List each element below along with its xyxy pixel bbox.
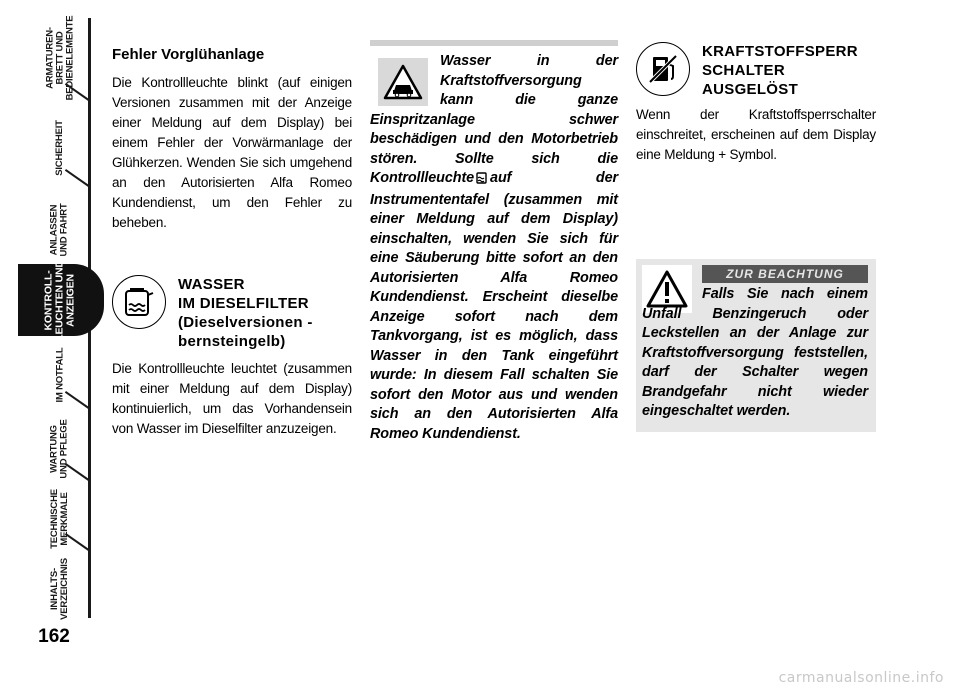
car-warning-icon xyxy=(378,58,428,106)
page-number: 162 xyxy=(38,626,70,647)
tab-im-notfall[interactable] xyxy=(22,340,98,410)
tab-technische-merkmale[interactable] xyxy=(22,484,98,554)
caution-box xyxy=(636,259,876,432)
tab-label: ARMATUREN- BRETT UND BEDIENELEMENTE xyxy=(44,15,76,101)
tab-anlassen[interactable] xyxy=(22,194,98,266)
heading-fehler-vorgluehanlage: Fehler Vorglühanlage xyxy=(112,46,265,63)
tab-sicherheit[interactable] xyxy=(22,108,98,188)
warning-text-part1: Wasser in der Kraftstoffversorgung kann die ganze Einspritzanlage schwer beschädigen und den Motorbetrieb stören. Sollte sich die Kontrollleuchte xyxy=(370,53,618,186)
tab-label: IM NOTFALL xyxy=(54,347,65,403)
tab-label: TECHNISCHE MERKMALE xyxy=(48,489,70,549)
title-line: WASSER xyxy=(178,276,245,293)
title-line: AUSGELÖST xyxy=(702,81,799,98)
tab-label: KONTROLL- LEUCHTEN UND ANZEIGEN xyxy=(42,259,77,341)
section-title-wasser xyxy=(178,275,313,351)
paragraph-vorgluehanlage: Die Kontrollleuchte blinkt (auf einigen Versionen zusammen mit der Anzeige einer Meldung auf dem Display) bei einem Fehler der Vorwärmanlage der Glühkerzen. Wenden Sie sich umgehend an den Autorisierten Alfa Romeo Kundendienst, um den Fehler zu beheben. xyxy=(112,75,352,230)
tab-label: ANLASSEN UND FAHRT xyxy=(49,203,70,257)
tab-wartung[interactable] xyxy=(22,414,98,484)
tab-inhaltsverzeichnis[interactable] xyxy=(22,554,98,624)
paragraph-kraftstoffsperr: Wenn der Kraftstoffsperrschalter einschreitet, erscheinen auf dem Display eine Meldung + Symbol. xyxy=(636,107,876,162)
caution-label: ZUR BEACHTUNG xyxy=(702,265,868,283)
watermark: carmanualsonline.info xyxy=(778,670,944,686)
warning-top-bar xyxy=(370,40,618,46)
warning-text-part2: auf der Instrumententafel (zusammen mit einer Meldung auf dem Display) einschalten, wenden Sie sich für eine Säuberung bitte sofort an den Autorisierten Alfa Romeo Kundendienst. Erscheint dieselbe Anzeige sofort nach dem Tankvorgang, ist es möglich, dass Wasser in den Tank eingeführt wurde: In diesem Fall schalten Sie sofort den Motor aus und wenden sich an den Autorisierten Alfa Romeo Kundendienst. xyxy=(370,170,618,442)
section-title-kraftstoffsperr xyxy=(702,42,858,99)
tab-label: INHALTS- VERZEICHNIS xyxy=(48,558,70,620)
column-left xyxy=(112,40,352,439)
chapter-sidebar xyxy=(0,0,100,692)
tab-armaturenbrett[interactable] xyxy=(22,15,98,101)
title-line: SCHALTER xyxy=(702,62,785,79)
tab-label: WARTUNG UND PFLEGE xyxy=(48,419,70,479)
tab-kontrollleuchten[interactable] xyxy=(22,260,98,340)
water-filter-inline-icon xyxy=(476,171,488,191)
section-header-kraftstoffsperr xyxy=(636,42,876,99)
water-in-diesel-filter-icon xyxy=(112,275,166,329)
tab-label: SICHERHEIT xyxy=(53,120,65,176)
column-right xyxy=(636,40,876,432)
warning-water-text xyxy=(370,52,618,444)
fuel-cutoff-icon xyxy=(636,42,690,96)
caution-text: Falls Sie nach einem Unfall Benzingeruch oder Leckstellen an der Anlage zur Kraftstoffversorgung feststellen, darf der Schalter wegen Brandgefahr nicht wieder eingeschaltet werden. xyxy=(642,286,868,419)
column-middle xyxy=(370,40,618,444)
title-line: IM DIESELFILTER xyxy=(178,295,309,312)
title-line: (Dieselversionen - xyxy=(178,314,313,331)
title-line: KRAFTSTOFFSPERR xyxy=(702,43,858,60)
title-line: bernsteingelb) xyxy=(178,333,286,350)
paragraph-wasser: Die Kontrollleuchte leuchtet (zusammen mit einer Meldung auf dem Display) kontinuierlich, um das Vorhandensein von Wasser im Dieselfilter anzuzeigen. xyxy=(112,361,352,436)
section-header-wasser xyxy=(112,275,352,351)
